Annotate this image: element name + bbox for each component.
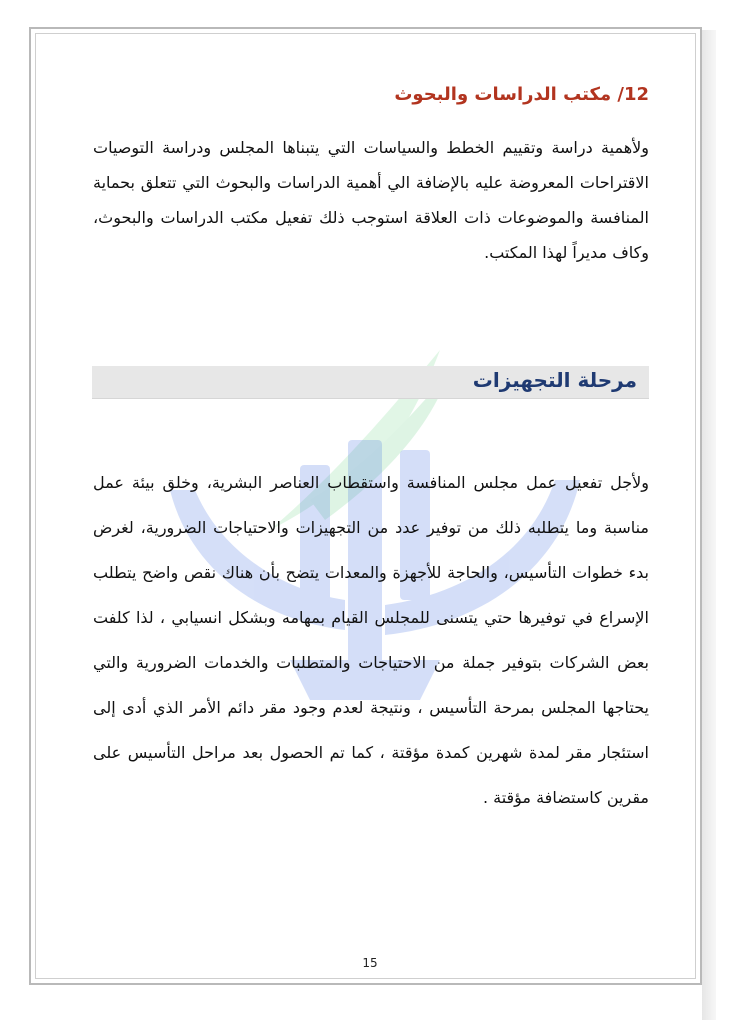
page-edge-shadow — [702, 30, 716, 1020]
body-paragraph: ولأجل تفعيل عمل مجلس المنافسة واستقطاب العناصر البشرية، وخلق بيئة عمل مناسبة وما يتطلبه ذلك من توفير عدد من التجهيزات والاحتياجات الضرورية، لغرض بدء خطوات التأسيس، والحاجة للأجهزة والمعدات يتضح بأن هناك نقص واضح يتطلب الإسراع في توفيرها حتي يتسنى للمجلس القيام بمهامه وبشكل انسيابي ، لذا كلفت بعض الشركات بتوفير جملة من الاحتياجات والمتطلبات والخدمات الضرورية والتي يحتاجها المجلس بمرحة التأسيس ، ونتيجة لعدم وجود مقر دائم الأمر الذي أدى إلى استئجار مقر لمدة شهرين كمدة مؤقتة ، كما تم الحصول بعد مراحل التأسيس على مقرين كاستضافة مؤقتة . — [93, 473, 649, 807]
banner-title: مرحلة التجهيزات — [472, 368, 637, 392]
phase-banner — [92, 366, 649, 399]
page-number: 15 — [362, 956, 378, 970]
section-paragraph: ولأهمية دراسة وتقييم الخطط والسياسات التي يتبناها المجلس ودراسة التوصيات الاقتراحات المعروضة عليه بالإضافة الي أهمية الدراسات والبحوث التي تتعلق بحماية المنافسة والموضوعات ذات العلاقة استوجب ذلك تفعيل مكتب الدراسات والبحوث، وكاف مديراً لهذا المكتب. — [93, 138, 649, 262]
section-heading: 12/ مكتب الدراسات والبحوث — [394, 84, 649, 105]
